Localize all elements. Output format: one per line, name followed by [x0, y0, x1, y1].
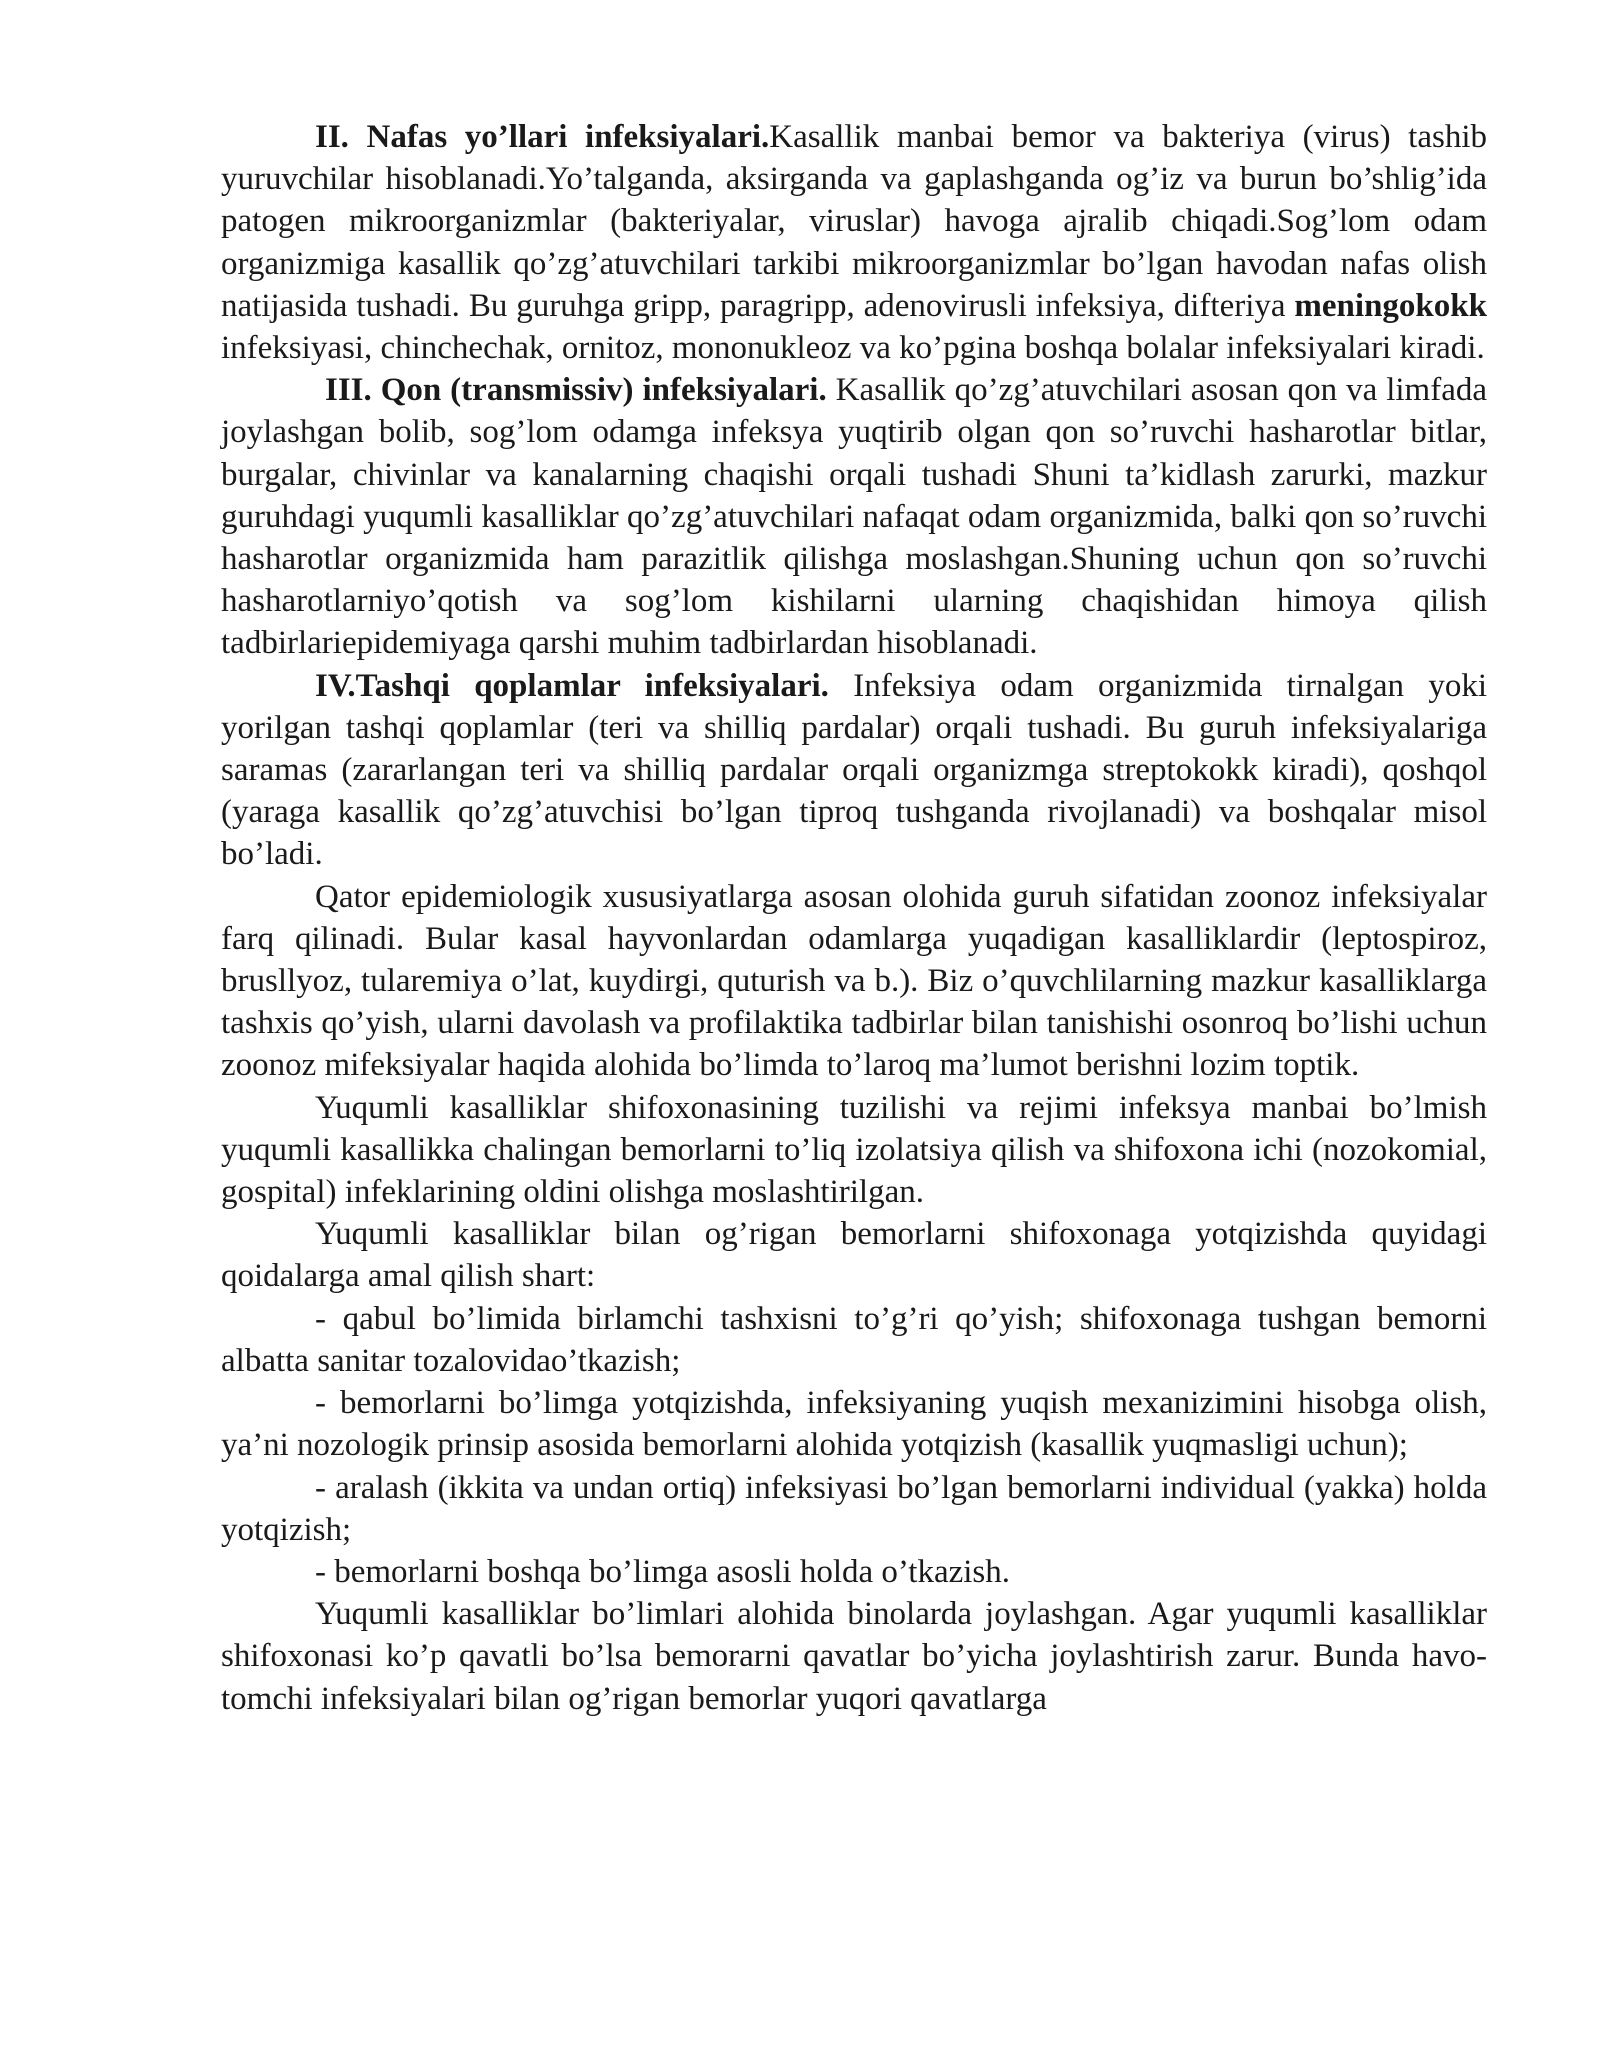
paragraph-external-covering-infections	[221, 665, 1487, 876]
paragraph-text: Infeksiya odam organizmida tirnalgan yoki yorilgan tashqi qoplamlar (teri va shilliq pardalar) orqali tushadi. Bu guruh infeksiyalariga saramas (zararlangan teri va shilliq pardalar orqali organizmga streptokokk kiradi), qoshqol (yaraga kasallik qo’zg’atuvchisi bo’lgan tiproq tushganda rivojlanadi) va boshqalar misol bo’ladi.	[221, 667, 1487, 873]
heading-external-covering-infections: IV.Tashqi qoplamlar infeksiyalari.	[315, 667, 829, 704]
bold-term-meningococcal: meningokokk	[1294, 287, 1487, 324]
list-item-mixed-infections	[221, 1467, 1487, 1551]
paragraph-text: Kasallik qo’zg’atuvchilari asosan qon va limfada joylashgan bolib, sog’lom odamga infeksya yuqtirib olgan qon so’ruvchi hasharotlar bitlar, burgalar, chivinlar va kanalarning chaqishi orqali tushadi Shuni ta’kidlash zarurki, mazkur guruhdagi yuqumli kasalliklar qo’zg’atuvchilari nafaqat odam organizmida, balki qon so’ruvchi hasharotlar organizmida ham parazitlik qilishga moslashgan.Shuning uchun qon so’ruvchi hasharotlarniyo’qotish va sog’lom kishilarni ularning chaqishidan himoya qilish tadbirlariepidemiyaga qarshi muhim tadbirlardan hisoblanadi.	[221, 372, 1488, 662]
paragraph-zoonoses	[221, 876, 1487, 1087]
paragraph-departments	[221, 1593, 1487, 1720]
list-item-transfer	[221, 1551, 1487, 1593]
paragraph-text: Yuqumli kasalliklar bilan og’rigan bemorlarni shifoxonaga yotqizishda quyidagi qoidalarga amal qilish shart:	[221, 1216, 1487, 1295]
paragraph-hospital-structure	[221, 1087, 1487, 1214]
list-item-text: - qabul bo’limida birlamchi tashxisni to’g’ri qo’yish; shifoxonaga tushgan bemorni albatta sanitar tozalovidao’tkazish;	[221, 1300, 1487, 1379]
paragraph-text: infeksiyasi, chinchechak, ornitoz, mononukleoz va ko’pgina boshqa bolalar infeksiyalari kiradi.	[221, 330, 1485, 367]
paragraph-blood-infections	[221, 369, 1487, 664]
list-item-text: - bemorlarni boshqa bo’limga asosli holda o’tkazish.	[315, 1553, 1010, 1590]
list-item-diagnosis	[221, 1298, 1487, 1382]
list-item-text: - bemorlarni bo’limga yotqizishda, infeksiyaning yuqish mexanizimini hisobga olish, ya’ni nozologik prinsip asosida bemorlarni alohida yotqizish (kasallik yuqmasligi uchun);	[221, 1385, 1487, 1464]
list-item-text: - aralash (ikkita va undan ortiq) infeksiyasi bo’lgan bemorlarni individual (yakka) holda yotqizish;	[221, 1469, 1487, 1548]
paragraph-text: Yuqumli kasalliklar shifoxonasining tuzilishi va rejimi infeksya manbai bo’lmish yuqumli kasallikka chalingan bemorlarni to’liq izolatsiya qilish va shifoxona ichi (nozokomial, gospital) infeklarining oldini olishga moslashtirilgan.	[221, 1089, 1487, 1211]
heading-respiratory-infections: II. Nafas yo’llari infeksiyalari.	[315, 119, 770, 155]
paragraph-text: Yuqumli kasalliklar bo’limlari alohida binolarda joylashgan. Agar yuqumli kasalliklar shifoxonasi ko’p qavatli bo’lsa bemorarni qavatlar bo’yicha joylashtirish zarur. Bunda havo-tomchi infeksiyalari bilan og’rigan bemorlar yuqori qavatlarga	[221, 1596, 1487, 1717]
paragraph-text: Kasallik manbai bemor va bakteriya (virus) tashib yuruvchilar hisoblanadi.Yo’talganda, aksirganda va gaplashganda og’iz va burun bo’shlig’ida patogen mikroorganizmlar (bakteriyalar, viruslar) havoga ajralib chiqadi.Sog’lom odam organizmiga kasallik qo’zg’atuvchilari tarkibi mikroorganizmlar bo’lgan havodan nafas olish natijasida tushadi. Bu guruhga gripp, paragripp, adenovirusli infeksiya, difteriya	[221, 119, 1487, 324]
document-page	[221, 116, 1487, 1720]
list-item-placement	[221, 1382, 1487, 1466]
paragraph-respiratory-infections	[221, 116, 1487, 369]
paragraph-admission-rules	[221, 1213, 1487, 1297]
heading-blood-infections: III. Qon (transmissiv) infeksiyalari.	[325, 372, 827, 409]
paragraph-text: Qator epidemiologik xususiyatlarga asosan olohida guruh sifatidan zoonoz infeksiyalar farq qilinadi. Bular kasal hayvonlardan odamlarga yuqadigan kasalliklardir (leptospiroz, brusllyoz, tularemiya o’lat, kuydirgi, quturish va b.). Biz o’quvchlilarning mazkur kasalliklarga tashxis qo’yish, ularni davolash va profilaktika tadbirlar bilan tanishishi osonroq bo’lishi uchun zoonoz mifeksiyalar haqida alohida bo’limda to’laroq ma’lumot berishni lozim toptik.	[221, 878, 1487, 1084]
